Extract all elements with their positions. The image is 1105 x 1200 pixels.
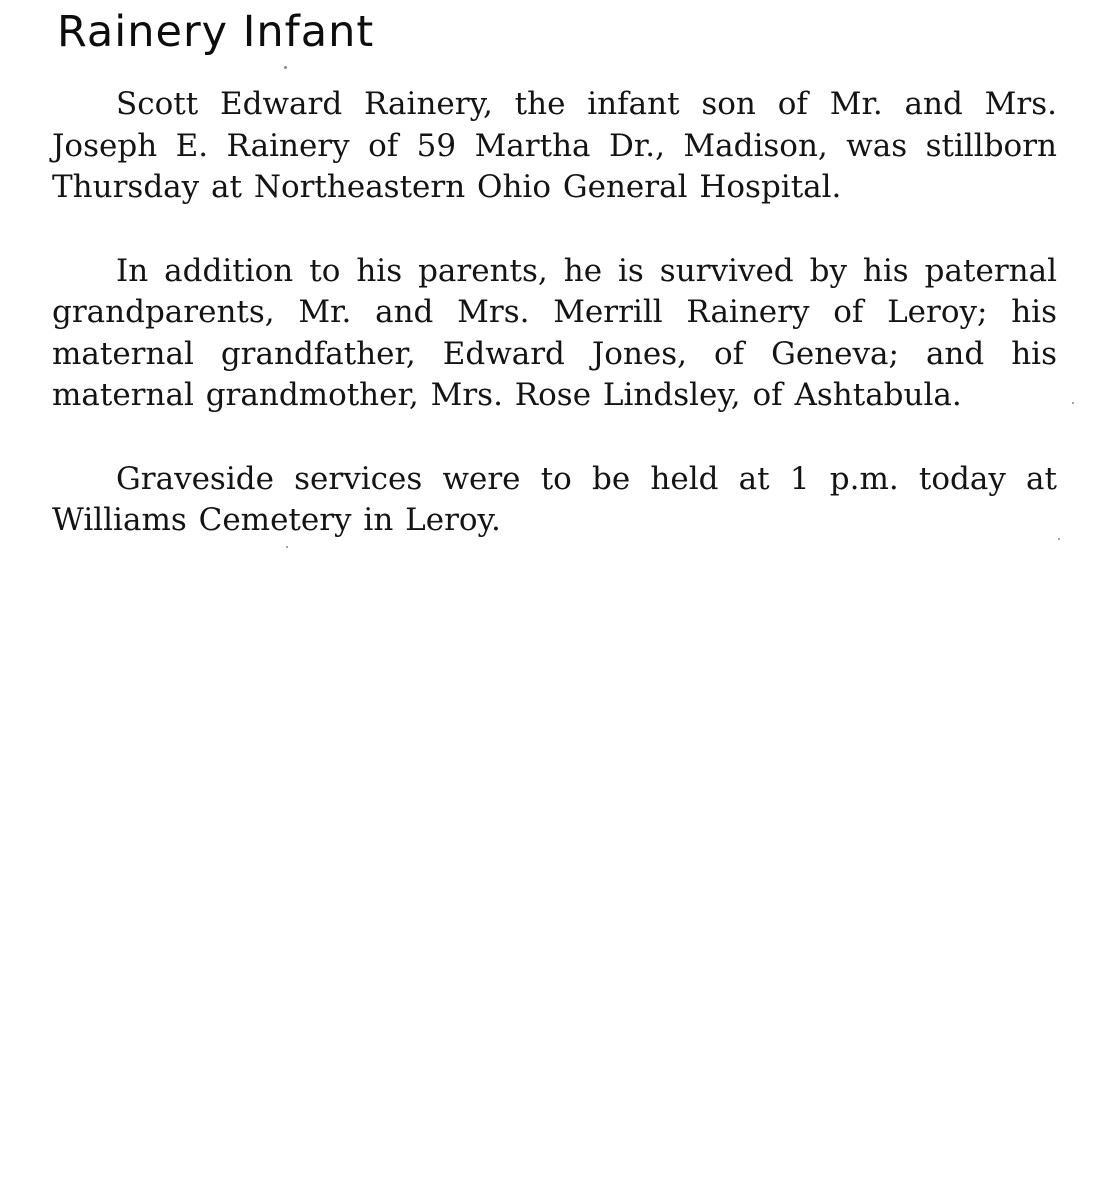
- paragraph-survivors: In addition to his parents, he is survived by his paternal grandparents, Mr. and Mrs. Merrill Rainery of Leroy; his maternal grandfather, Edward Jones, of Geneva; and his maternal grandmother, Mrs. Rose Lindsley, of Ashtabula.: [52, 252, 1057, 413]
- scan-speck: [284, 66, 287, 69]
- paragraph-services: Graveside services were to be held at 1 p.m. today at Williams Cemetery in Leroy.: [52, 460, 1057, 538]
- scan-speck: [1072, 402, 1074, 404]
- paragraph-birth-notice: Scott Edward Rainery, the infant son of Mr. and Mrs. Joseph E. Rainery of 59 Martha Dr., Madison, was stillborn Thursday at Northeastern Ohio General Hospital.: [52, 86, 1057, 205]
- headline: Rainery Infant: [57, 7, 375, 57]
- scan-speck: [286, 546, 288, 548]
- scan-speck: [1058, 538, 1060, 540]
- article-body: [52, 84, 1057, 542]
